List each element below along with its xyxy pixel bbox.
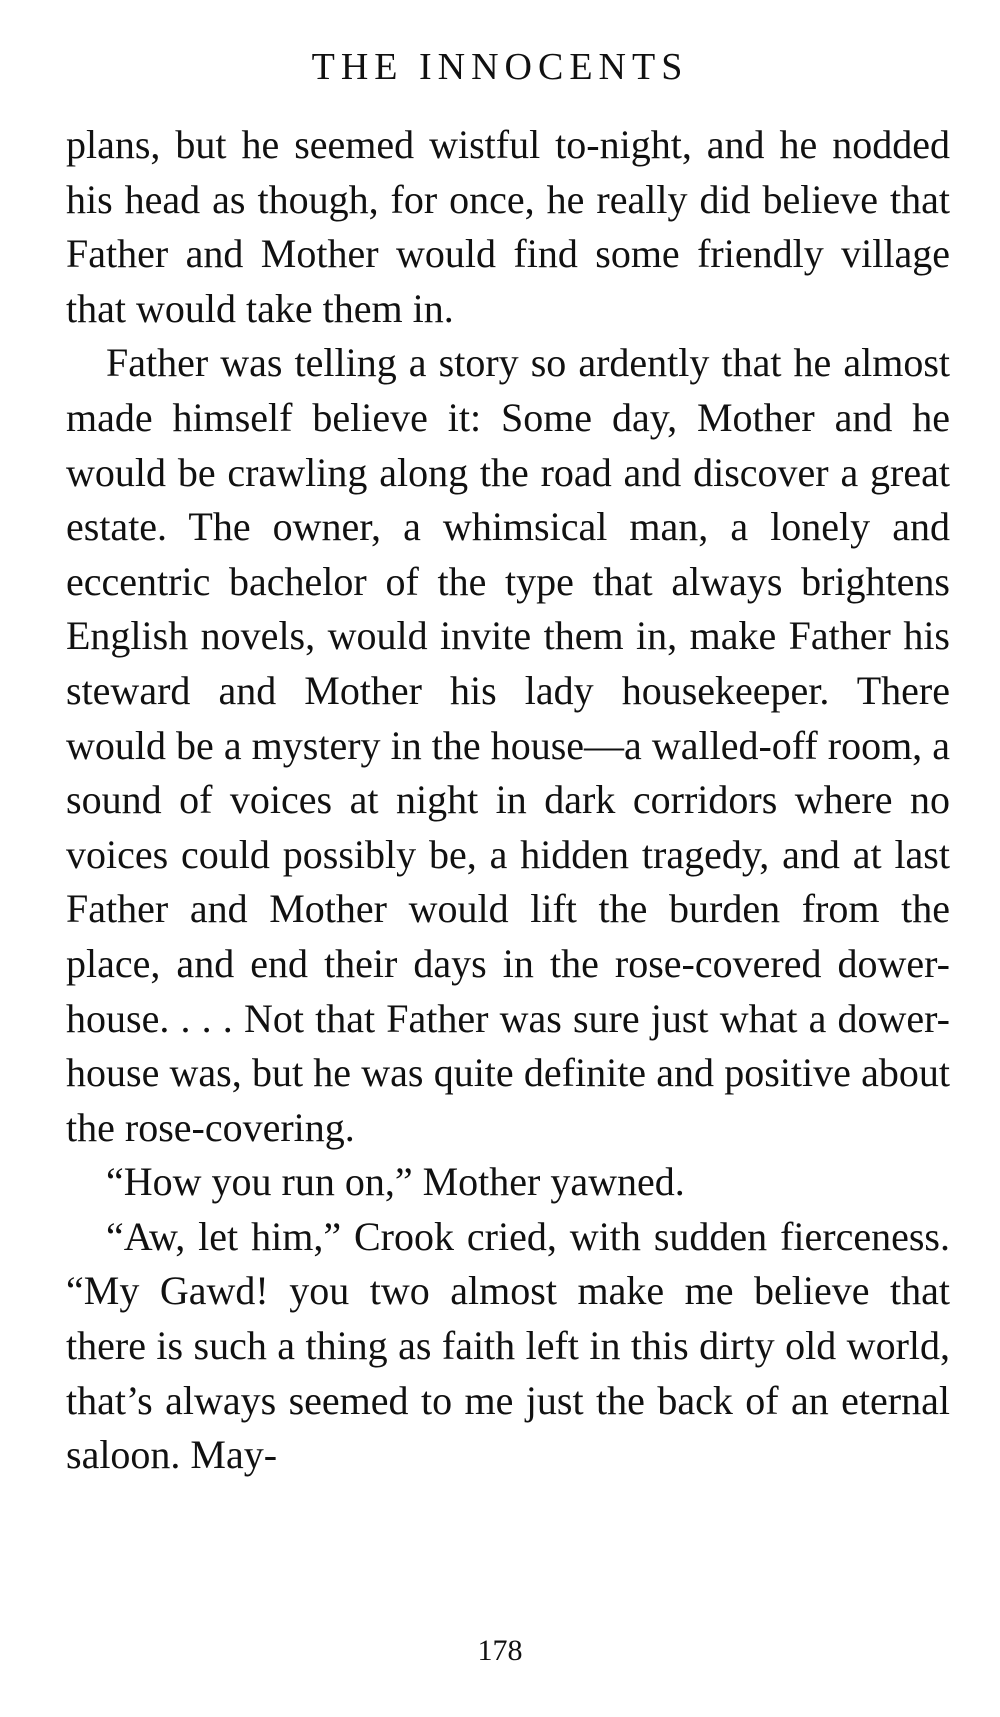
paragraph-mother-yawned: “How you run on,” Mother yawned. [106,1159,685,1205]
running-head-title: THE INNOCENTS [311,46,689,88]
paragraph-continued: plans, but he seemed wistful to-night, and he nodded his head as though, for once, he really did believe that Father and Mother would find some friendly village that would take them in. [66,122,950,331]
body-text [66,118,950,1483]
page-number: 178 [477,1634,523,1667]
paragraph-father-story: Father was telling a story so ardently that he almost made himself believe it: Some day, Mother and he would be crawling along the road and discover a great estate. The owner, a whimsical man, a lonely and eccentric bachelor of the type that always brightens English novels, would invite them in, make Father his steward and Mother his lady housekeeper. There would be a mystery in the house—a walled-off room, a sound of voices at night in dark corridors where no voices could possibly be, a hidden tragedy, and at last Father and Mother would lift the burden from the place, and end their days in the rose-covered dower-house. . . . Not that Father was sure just what a dower-house was, but he was quite definite and positive about the rose-covering. [66,340,950,1150]
paragraph-crook-cried: “Aw, let him,” Crook cried, with sudden fierceness. “My Gawd! you two almost make me believe that there is such a thing as faith left in this dirty old world, that’s always seemed to me just the back of an eternal saloon. May- [66,1213,950,1478]
